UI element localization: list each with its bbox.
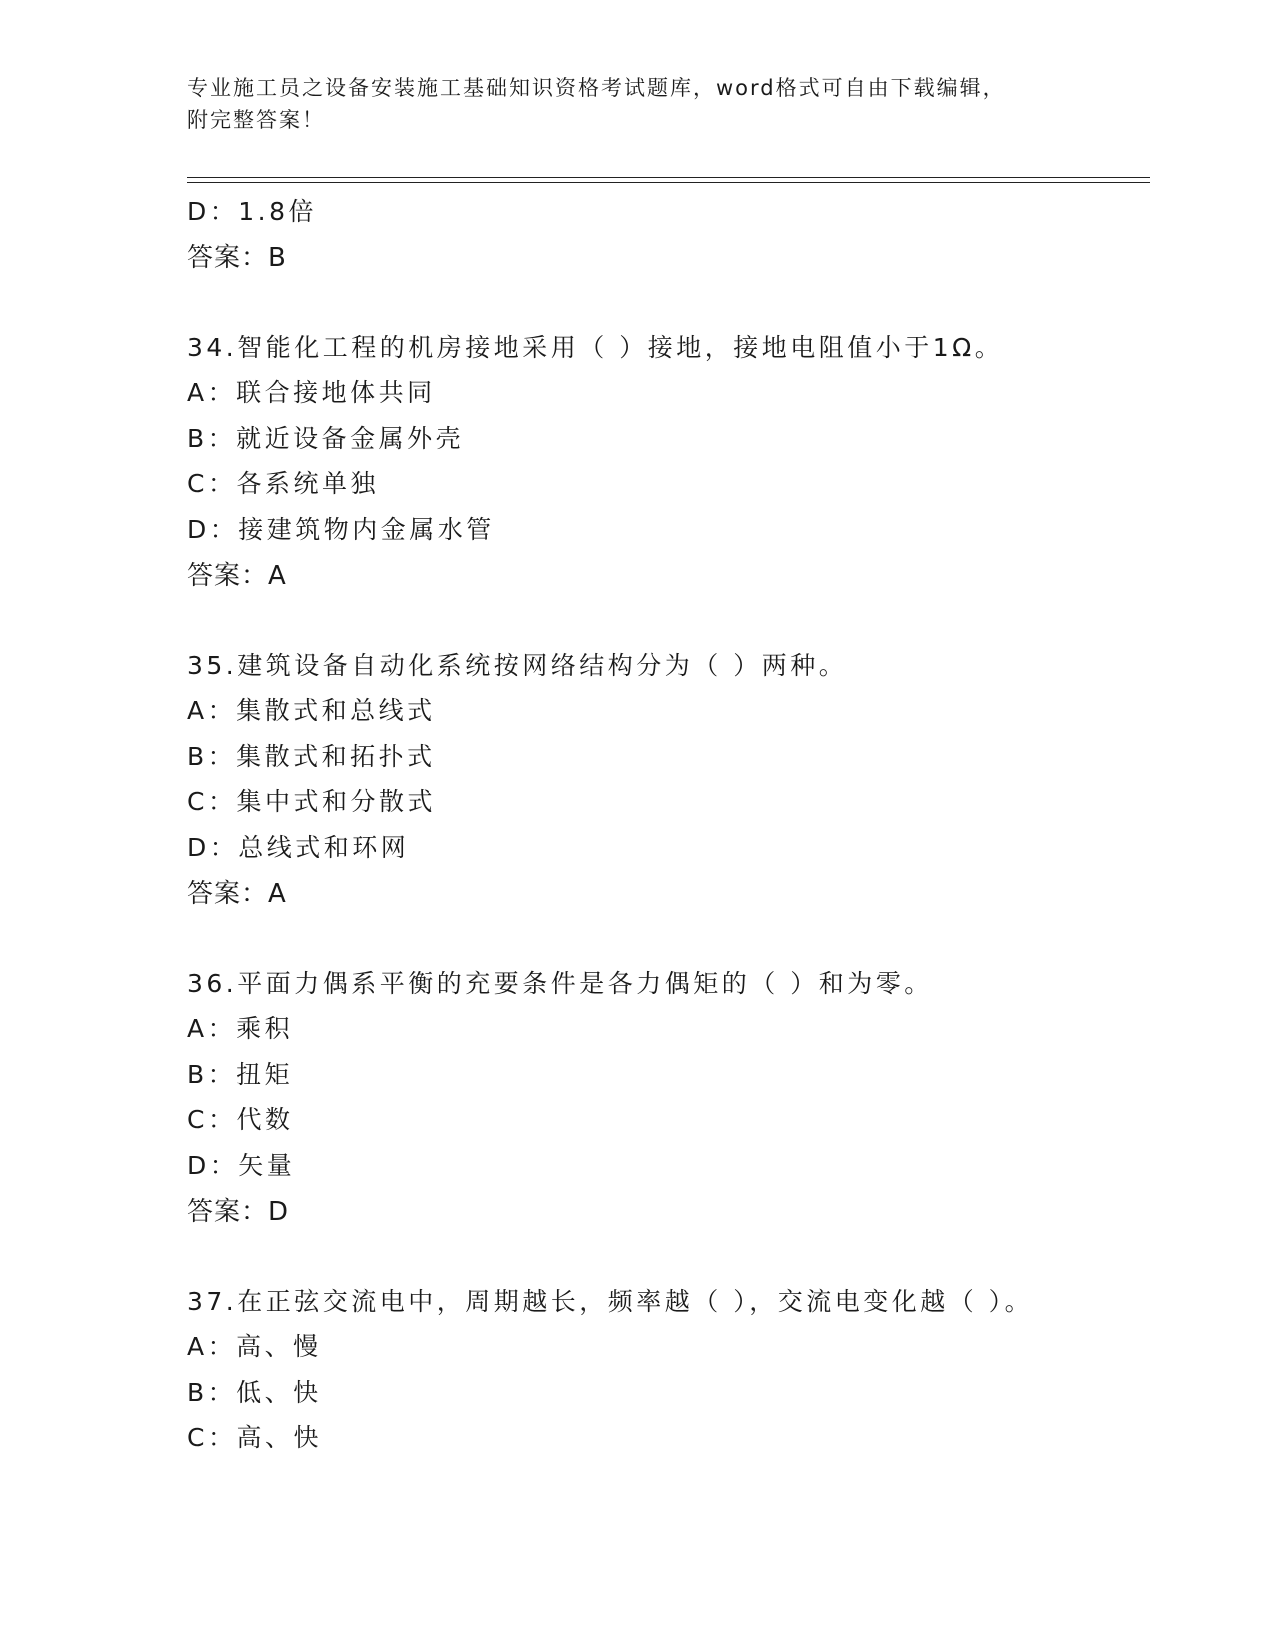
prev-option-d: D：1.8倍 <box>187 196 318 226</box>
prev-answer: 答案：B <box>187 242 287 273</box>
option-b: B：就近设备金属外壳 <box>187 423 465 453</box>
option-d: D：接建筑物内金属水管 <box>187 514 495 544</box>
spacer <box>187 914 1147 959</box>
header-divider-top <box>187 177 1150 178</box>
answer: 答案：A <box>187 560 287 591</box>
option-a: A：高、慢 <box>187 1332 322 1362</box>
option-c: C：集中式和分散式 <box>187 787 436 817</box>
option-a: A：联合接地体共同 <box>187 378 436 408</box>
header-divider-bottom <box>187 182 1150 183</box>
question-34 <box>187 323 1147 596</box>
spacer <box>187 596 1147 641</box>
spacer <box>187 278 1147 323</box>
option-d: D：矢量 <box>187 1150 296 1180</box>
question-37 <box>187 1277 1147 1459</box>
option-b: B：低、快 <box>187 1377 322 1407</box>
question-stem: 35.建筑设备自动化系统按网络结构分为（ ）两种。 <box>187 650 848 680</box>
question-stem: 34.智能化工程的机房接地采用（ ）接地，接地电阻值小于1Ω。 <box>187 332 1004 362</box>
header-line-1: 专业施工员之设备安装施工基础知识资格考试题库，word格式可自由下载编辑， <box>187 76 1006 100</box>
option-c: C：高、快 <box>187 1423 322 1453</box>
question-stem: 37.在正弦交流电中，周期越长，频率越（ ），交流电变化越（ ）。 <box>187 1286 1034 1316</box>
answer: 答案：A <box>187 878 287 909</box>
question-stem: 36.平面力偶系平衡的充要条件是各力偶矩的（ ）和为零。 <box>187 968 933 998</box>
spacer <box>187 1232 1147 1277</box>
option-b: B：扭矩 <box>187 1059 294 1089</box>
option-a: A：乘积 <box>187 1014 294 1044</box>
header-line-2: 附完整答案！ <box>187 108 325 132</box>
option-b: B：集散式和拓扑式 <box>187 741 436 771</box>
document-header <box>187 72 1087 136</box>
question-content <box>187 187 1147 1459</box>
answer: 答案：D <box>187 1196 290 1227</box>
question-36 <box>187 959 1147 1232</box>
option-d: D：总线式和环网 <box>187 832 410 862</box>
question-35 <box>187 641 1147 914</box>
option-c: C：代数 <box>187 1105 294 1135</box>
option-c: C：各系统单独 <box>187 469 379 499</box>
option-a: A：集散式和总线式 <box>187 696 436 726</box>
